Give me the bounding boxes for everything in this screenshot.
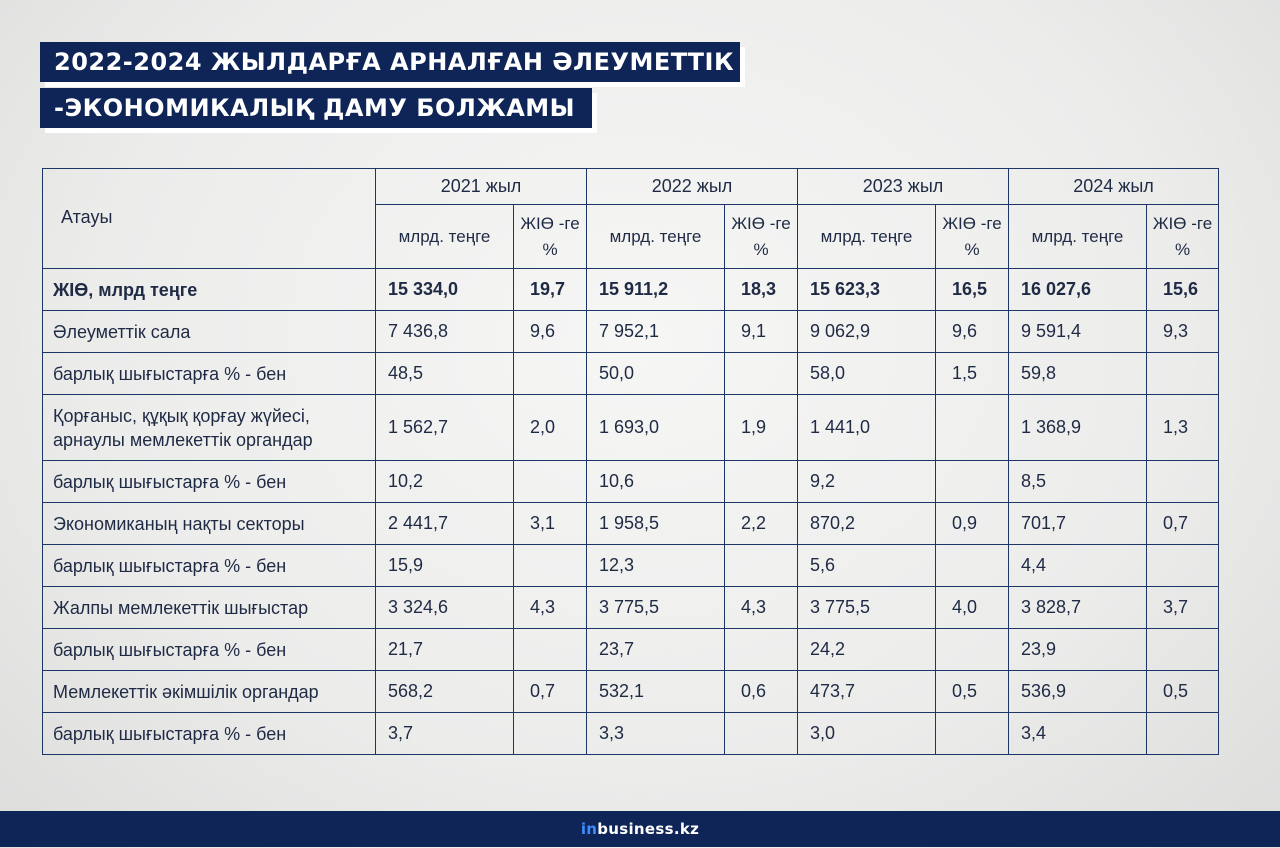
cell-gdp-pct: 0,9 — [936, 503, 1009, 545]
cell-gdp-pct — [514, 545, 587, 587]
column-header-year: 2022 жыл — [587, 169, 798, 205]
row-label: Әлеуметтік сала — [43, 311, 376, 353]
table-row — [43, 503, 1219, 545]
cell-gdp-pct — [1147, 545, 1219, 587]
cell-gdp-pct: 16,5 — [936, 269, 1009, 311]
cell-amount: 24,2 — [798, 629, 936, 671]
column-header-gdp-pct: ЖІӨ -ге % — [936, 205, 1009, 269]
page-title-line-2: -ЭКОНОМИКАЛЫҚ ДАМУ БОЛЖАМЫ — [40, 88, 592, 128]
cell-amount: 1 368,9 — [1009, 395, 1147, 461]
row-label: барлық шығыстарға % - бен — [43, 461, 376, 503]
table-row — [43, 461, 1219, 503]
cell-amount: 3,0 — [798, 713, 936, 755]
cell-gdp-pct — [1147, 461, 1219, 503]
cell-amount: 7 436,8 — [376, 311, 514, 353]
cell-gdp-pct — [1147, 713, 1219, 755]
cell-amount: 3 775,5 — [587, 587, 725, 629]
cell-gdp-pct: 9,6 — [514, 311, 587, 353]
cell-amount: 16 027,6 — [1009, 269, 1147, 311]
cell-amount: 9 062,9 — [798, 311, 936, 353]
column-header-gdp-pct: ЖІӨ -ге % — [1147, 205, 1219, 269]
cell-gdp-pct: 19,7 — [514, 269, 587, 311]
column-header-amount: млрд. теңге — [798, 205, 936, 269]
row-label: ЖІӨ, млрд теңге — [43, 269, 376, 311]
table-body — [43, 269, 1219, 755]
cell-gdp-pct: 1,9 — [725, 395, 798, 461]
cell-amount: 23,9 — [1009, 629, 1147, 671]
row-label: Мемлекеттік әкімшілік органдар — [43, 671, 376, 713]
cell-gdp-pct — [725, 461, 798, 503]
cell-gdp-pct — [1147, 353, 1219, 395]
row-label: Қорғаныс, құқық қорғау жүйесі, арнаулы мемлекеттік органдар — [43, 395, 376, 461]
cell-amount: 12,3 — [587, 545, 725, 587]
cell-gdp-pct: 4,3 — [514, 587, 587, 629]
cell-amount: 1 693,0 — [587, 395, 725, 461]
cell-amount: 870,2 — [798, 503, 936, 545]
column-header-gdp-pct: ЖІӨ -ге % — [514, 205, 587, 269]
cell-amount: 568,2 — [376, 671, 514, 713]
column-header-amount: млрд. теңге — [1009, 205, 1147, 269]
cell-amount: 15,9 — [376, 545, 514, 587]
cell-amount: 23,7 — [587, 629, 725, 671]
cell-amount: 50,0 — [587, 353, 725, 395]
cell-amount: 9 591,4 — [1009, 311, 1147, 353]
cell-amount: 15 911,2 — [587, 269, 725, 311]
cell-gdp-pct — [1147, 629, 1219, 671]
cell-gdp-pct: 4,3 — [725, 587, 798, 629]
row-label: барлық шығыстарға % - бен — [43, 629, 376, 671]
table-row — [43, 587, 1219, 629]
cell-amount: 10,2 — [376, 461, 514, 503]
cell-gdp-pct — [514, 353, 587, 395]
cell-amount: 15 623,3 — [798, 269, 936, 311]
table-row — [43, 713, 1219, 755]
cell-gdp-pct: 0,7 — [514, 671, 587, 713]
brand-logo-prefix: in — [580, 820, 598, 838]
row-label: Жалпы мемлекеттік шығыстар — [43, 587, 376, 629]
row-label: барлық шығыстарға % - бен — [43, 353, 376, 395]
cell-amount: 59,8 — [1009, 353, 1147, 395]
cell-amount: 3 324,6 — [376, 587, 514, 629]
cell-gdp-pct: 4,0 — [936, 587, 1009, 629]
cell-gdp-pct — [725, 353, 798, 395]
cell-amount: 8,5 — [1009, 461, 1147, 503]
cell-gdp-pct — [725, 545, 798, 587]
forecast-table — [42, 168, 1219, 755]
table-row — [43, 311, 1219, 353]
column-header-name: Атауы — [43, 169, 376, 269]
column-header-year: 2021 жыл — [376, 169, 587, 205]
cell-amount: 7 952,1 — [587, 311, 725, 353]
cell-amount: 1 441,0 — [798, 395, 936, 461]
cell-gdp-pct — [936, 713, 1009, 755]
cell-gdp-pct: 1,3 — [1147, 395, 1219, 461]
cell-amount: 3 775,5 — [798, 587, 936, 629]
cell-gdp-pct: 15,6 — [1147, 269, 1219, 311]
cell-amount: 21,7 — [376, 629, 514, 671]
cell-gdp-pct — [725, 629, 798, 671]
cell-gdp-pct: 0,5 — [936, 671, 1009, 713]
table-row — [43, 545, 1219, 587]
cell-gdp-pct — [936, 461, 1009, 503]
brand-logo — [581, 820, 699, 838]
table-row — [43, 269, 1219, 311]
cell-amount: 473,7 — [798, 671, 936, 713]
cell-amount: 48,5 — [376, 353, 514, 395]
table-row — [43, 671, 1219, 713]
cell-amount: 4,4 — [1009, 545, 1147, 587]
brand-logo-name: business.kz — [597, 820, 700, 838]
cell-gdp-pct — [514, 461, 587, 503]
cell-gdp-pct: 3,7 — [1147, 587, 1219, 629]
cell-gdp-pct — [936, 545, 1009, 587]
footer-bar — [0, 811, 1280, 847]
cell-amount: 532,1 — [587, 671, 725, 713]
cell-gdp-pct: 2,0 — [514, 395, 587, 461]
cell-gdp-pct: 3,1 — [514, 503, 587, 545]
column-header-year: 2024 жыл — [1009, 169, 1219, 205]
cell-amount: 15 334,0 — [376, 269, 514, 311]
cell-amount: 3,7 — [376, 713, 514, 755]
column-header-gdp-pct: ЖІӨ -ге % — [725, 205, 798, 269]
cell-gdp-pct — [936, 395, 1009, 461]
cell-amount: 2 441,7 — [376, 503, 514, 545]
column-header-amount: млрд. теңге — [587, 205, 725, 269]
cell-gdp-pct — [514, 713, 587, 755]
cell-gdp-pct: 2,2 — [725, 503, 798, 545]
row-label: барлық шығыстарға % - бен — [43, 545, 376, 587]
cell-gdp-pct — [725, 713, 798, 755]
cell-gdp-pct: 9,6 — [936, 311, 1009, 353]
column-header-year: 2023 жыл — [798, 169, 1009, 205]
cell-amount: 3,4 — [1009, 713, 1147, 755]
cell-gdp-pct: 9,3 — [1147, 311, 1219, 353]
column-header-amount: млрд. теңге — [376, 205, 514, 269]
row-label: барлық шығыстарға % - бен — [43, 713, 376, 755]
table-row — [43, 353, 1219, 395]
cell-gdp-pct: 0,7 — [1147, 503, 1219, 545]
cell-gdp-pct: 0,5 — [1147, 671, 1219, 713]
table-row — [43, 395, 1219, 461]
cell-amount: 58,0 — [798, 353, 936, 395]
cell-amount: 9,2 — [798, 461, 936, 503]
cell-amount: 1 562,7 — [376, 395, 514, 461]
cell-gdp-pct — [514, 629, 587, 671]
cell-gdp-pct: 0,6 — [725, 671, 798, 713]
table-row — [43, 629, 1219, 671]
cell-gdp-pct: 9,1 — [725, 311, 798, 353]
cell-amount: 3 828,7 — [1009, 587, 1147, 629]
row-label: Экономиканың нақты секторы — [43, 503, 376, 545]
cell-amount: 5,6 — [798, 545, 936, 587]
cell-amount: 701,7 — [1009, 503, 1147, 545]
cell-amount: 536,9 — [1009, 671, 1147, 713]
cell-amount: 10,6 — [587, 461, 725, 503]
cell-gdp-pct: 18,3 — [725, 269, 798, 311]
cell-gdp-pct — [936, 629, 1009, 671]
cell-amount: 1 958,5 — [587, 503, 725, 545]
cell-amount: 3,3 — [587, 713, 725, 755]
page-title-line-1: 2022-2024 ЖЫЛДАРҒА АРНАЛҒАН ӘЛЕУМЕТТІК — [40, 42, 740, 82]
cell-gdp-pct: 1,5 — [936, 353, 1009, 395]
